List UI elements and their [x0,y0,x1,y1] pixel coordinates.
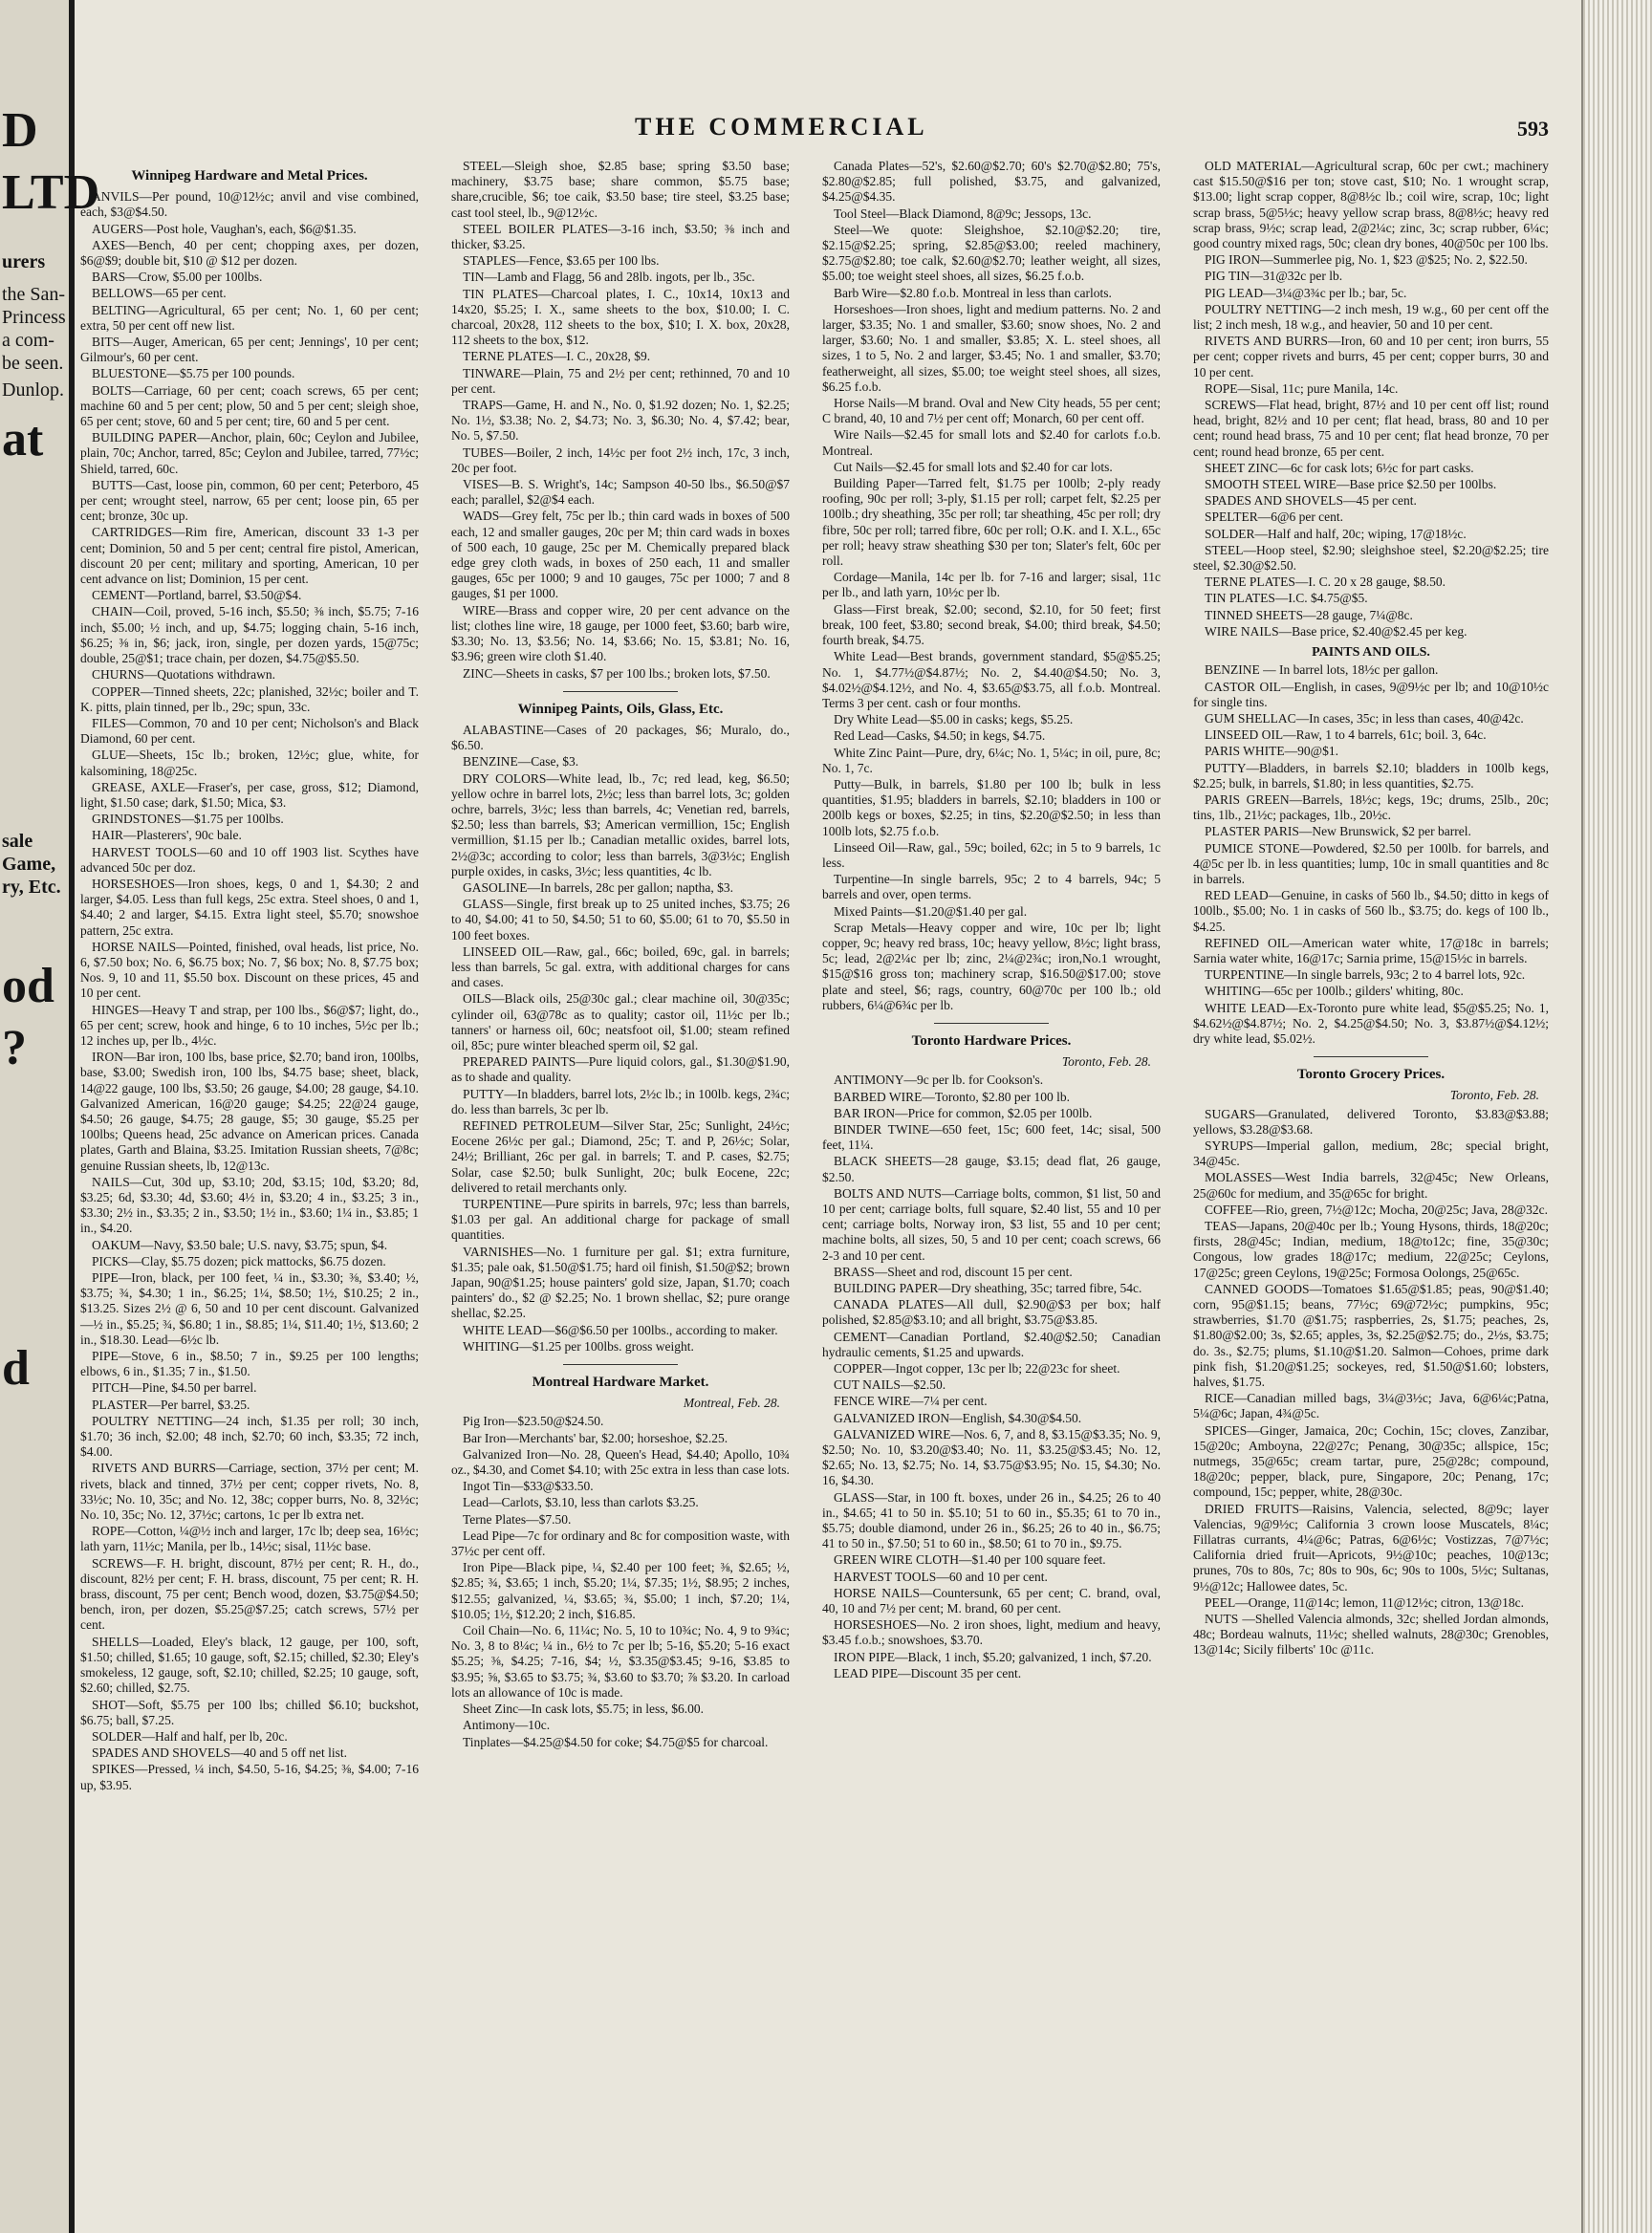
price-entry: SUGARS—Granulated, delivered Toronto, $3.83@$3.88; yellows, $3.28@$3.68. [1193,1106,1549,1137]
price-list [80,189,419,1793]
price-entry: HINGES—Heavy T and strap, per 100 lbs., $6@$7; light, do., 65 per cent; screw, hook and hinge, 6 to 10 inches, 5½c per lb.; 12 inches up, per lb., 4½c. [80,1002,419,1048]
price-entry: AUGERS—Post hole, Vaughan's, each, $6@$1.35. [92,221,357,236]
price-list [1193,159,1549,640]
price-list [451,159,790,682]
price-entry: WIRE NAILS—Base price, $2.40@$2.45 per keg. [1205,623,1467,639]
price-entry: TURPENTINE—In single barrels, 93c; 2 to 4 barrel lots, 92c. [1205,967,1526,983]
price-entry: WHITING—$1.25 per 100lbs. gross weight. [463,1338,694,1354]
price-entry: BOLTS—Carriage, 60 per cent; coach screws, 65 per cent; machine 60 and 5 per cent; plow, 50 and 5 per cent; sleigh shoe, 65 per cent; stove, 60 and 5 per cent; tire, 60 and 5 per cent. [80,382,419,429]
price-entry: PIG LEAD—3¼@3¾c per lb.; bar, 5c. [1205,285,1407,300]
price-entry: LEAD PIPE—Discount 35 per cent. [834,1665,1022,1680]
price-entry: HARVEST TOOLS—60 and 10 per cent. [834,1569,1048,1584]
price-entry: RED LEAD—Genuine, in casks of 560 lb., $4.50; ditto in kegs of 100lb., $5.00; No. 1 in casks of 560 lb., $3.75; do. kegs of 100 lb., $4.25. [1193,888,1549,934]
price-entry: GLUE—Sheets, 15c lb.; broken, 12½c; glue, white, for kalsomining, 18@25c. [80,748,419,778]
price-entry: ROPE—Cotton, ¼@½ inch and larger, 17c lb; deep sea, 16½c; lath yarn, 11½c; Manila, per lb., 14½c; sisal, 11½c base. [80,1524,419,1554]
price-entry: PLASTER—Per barrel, $3.25. [92,1397,250,1412]
price-entry: TEAS—Japans, 20@40c per lb.; Young Hysons, thirds, 18@20c; firsts, 28@45c; Indian, medium, 18@to12c; fine, 35@30c; Congous, low grades 18@17c; medium, 22@25c; Ceylons, 17@25c; green Ceylons, 19@25c; Formosa Oolongs, 25@65c. [1193,1219,1549,1280]
price-entry: BUILDING PAPER—Dry sheathing, 35c; tarred fibre, 54c. [834,1281,1142,1296]
margin-fragment: urers [2,251,46,272]
price-entry: REFINED PETROLEUM—Silver Star, 25c; Sunlight, 24½c; Eocene 26½c per gal.; Diamond, 25c; T. and P, 26½c; Solar, 24½; Brilliant, 26c per gal. in barrels; T. and P. cases, $2.75; Solar, case $2.50; bulk Sunlight, 20c; bulk Eocene, 22c; delivered to retail merchants only. [451,1117,790,1195]
price-entry: SPADES AND SHOVELS—40 and 5 off net list. [92,1745,348,1761]
price-entry: GLASS—Star, in 100 ft. boxes, under 26 in., $4.25; 26 to 40 in., $4.65; 41 to 50 in. $5.10; 51 to 60 in., $5.35; 61 to 70 in., $5.75; double diamond, under 26 in., $6.25; 26 to 40 in., $6.75; 41 to 50 in., $7.50; 51 to 60 in., $8.50; 61 to 70 in., $9.75. [822,1489,1161,1551]
price-entry: GALVANIZED WIRE—Nos. 6, 7, and 8, $3.15@$3.35; No. 9, $2.50; No. 10, $3.20@$3.40; No. 11, $3.25@$3.45; No. 12, $2.65; No. 13, $2.75; No. 14, $3.75@$3.95; No. 15, $4.30; No. 16, $4.30. [822,1426,1161,1488]
price-entry: Lead Pipe—7c for ordinary and 8c for composition waste, with 37½c per cent off. [451,1528,790,1559]
price-list [1193,1107,1549,1658]
price-entry: SCREWS—Flat head, bright, 87½ and 10 per cent off list; round head, bright, 82½ and 10 per cent; flat head, brass, 80 and 10 per cent; round head brass, 75 and 10 per cent; flat head bronze, 70 per cent; round head bronze, 65 per cent. [1193,398,1549,459]
price-entry: BENZINE — In barrel lots, 18½c per gallon. [1205,662,1439,678]
price-entry: Putty—Bulk, in barrels, $1.80 per 100 lb; bulk in less quantities, $1.95; bladders in barrels, $2.10; bladders in 100 or 200lb kegs or boxes, $2.25; in tins, $2.20@$2.50; in less than 100lb lots, $2.75 f.o.b. [822,776,1161,838]
price-entry: Cut Nails—$2.45 for small lots and $2.40 for car lots. [834,459,1113,474]
price-entry: CANNED GOODS—Tomatoes $1.65@$1.85; peas, 90@$1.40; corn, 95@$1.15; beans, 77½c; 69@72½c; pumpkins, 95c; strawberries, $1.70 @$1.75; raspberries, 2s, $1.75; peaches, 2s, $1.80@$2.00; 3s, $2.65; apples, 3s, $2.25@$2.75; do., 2½s, $3.75; do. 3s., $2.75; plums, $1.10@$1.20. Salmon—Cohoes, prime dark pink fish, $1.20@$1.25; sockeyes, red, $1.50@$1.60; lobsters, halves, $1.75. [1193,1281,1549,1390]
price-entry: BOLTS AND NUTS—Carriage bolts, common, $1 list, 50 and 10 per cent; carriage bolts, full square, $2.40 list, 55 and 10 per cent; carriage bolts, Norway iron, $3 list, 55 and 10 per cent; machine bolts, all sizes, 50, 5 and 10 per cent; coach screws, 66 2-3 and 10 per cent. [822,1185,1161,1263]
price-entry: DRIED FRUITS—Raisins, Valencia, selected, 8@9c; layer Valencias, 9@9½c; California 3 crown loose Muscatels, 8¼c; Fillatras currants, 4¼@6c; Patras, 6@6½c; Vostizzas, 7@7½c; California dried fruit—Apricots, 9½@10c; peaches, 10@13c; prunes, 70s to 80s, 7c; 80s to 90s, 6c; 90s to 100s, 5½c; Sultanas, 9½@12c; Hallowee dates, 5c. [1193,1501,1549,1593]
price-entry: Scrap Metals—Heavy copper and wire, 10c per lb; light copper, 9c; heavy red brass, 10c; heavy yellow, 8½c; light brass, 5c; lead, 2@2¼c per lb; zinc, 2¼@2¾c; iron,No.1 wrought, $15@$16 gross ton; machinery scrap, $16.50@$17.00; stove plate and steel, $6; rags, country, 60@70c per 100 lb.; old rubbers, 6¼@6¾c per lb. [822,920,1161,1012]
price-entry: LINSEED OIL—Raw, gal., 66c; boiled, 69c, gal. in barrels; less than barrels, 5c gal. extra, with additional charges for cans and cases. [451,943,790,990]
price-entry: GUM SHELLAC—In cases, 35c; in less than cases, 40@42c. [1205,710,1524,726]
price-entry: PUTTY—Bladders, in barrels $2.10; bladders in 100lb kegs, $2.25; bulk, in barrels, $1.80; in less quantities, $2.75. [1193,760,1549,791]
price-entry: RIVETS AND BURRS—Iron, 60 and 10 per cent; iron burrs, 55 per cent; copper rivets and burrs, 45 per cent; copper burrs, 30 and 10 per cent. [1193,334,1549,379]
margin-fragment: at [2,412,44,466]
price-entry: Antimony—10c. [463,1718,551,1733]
price-entry: Barb Wire—$2.80 f.o.b. Montreal in less than carlots. [834,285,1112,300]
price-entry: BUTTS—Cast, loose pin, common, 60 per cent; Peterboro, 45 per cent; wrought steel, narrow, 65 per cent; loose pin, 65 per cent; bronze, 30c up. [80,477,419,524]
price-entry: CHURNS—Quotations withdrawn. [92,667,275,683]
price-entry: CEMENT—Portland, barrel, $3.50@$4. [92,588,302,603]
price-entry: REFINED OIL—American water white, 17@18c in barrels; Sarnia water white, 16@17c; Sarnia prime, 15@15½c in barrels. [1193,935,1549,965]
price-entry: Mixed Paints—$1.20@$1.40 per gal. [834,903,1028,919]
price-entry: TIN PLATES—I.C. $4.75@$5. [1205,591,1368,606]
section-heading: Toronto Grocery Prices. [1296,1067,1446,1083]
price-entry: OILS—Black oils, 25@30c gal.; clear machine oil, 30@35c; cylinder oil, 63@78c as to quality; castor oil, 11½c per lb.; tanners' or harness oil, 60c; neatsfoot oil, $1.00; steam refined oil, 85c; pure winter bleached sperm oil, $2 gal. [451,991,790,1052]
price-entry: Glass—First break, $2.00; second, $2.10, for 50 feet; first break, 100 feet, $3.80; second break, $4.00; third break, $4.50; fourth break, $4.75. [822,601,1161,648]
price-entry: Galvanized Iron—No. 28, Queen's Head, $4.40; Apollo, 10¾ oz., $4.30, and Comet $4.10; with 25c extra in less than case lots. [451,1446,790,1478]
margin-fragment: be seen. [2,353,64,374]
newspaper-page [80,105,1568,2218]
price-entry: Terne Plates—$7.50. [463,1511,572,1527]
price-entry: HAIR—Plasterers', 90c bale. [92,828,242,843]
price-entry: BELTING—Agricultural, 65 per cent; No. 1, 60 per cent; extra, 50 per cent off new list. [80,302,419,333]
price-entry: BELLOWS—65 per cent. [92,286,227,301]
price-entry: SOLDER—Half and half, per lb, 20c. [92,1728,288,1744]
price-entry: BINDER TWINE—650 feet, 15c; 600 feet, 14c; sisal, 500 feet, 11¼. [822,1121,1161,1153]
price-entry: SHELLS—Loaded, Eley's black, 12 gauge, per 100, soft, $1.50; chilled, $1.65; 10 gauge, soft, $2.15; chilled, $2.30; Eley's smokeless, 12 gauge, soft, $2.10; chilled, $2.25; 10 gauge, soft, $2.60; chilled, $2.75. [80,1634,419,1696]
price-list [451,723,790,1355]
price-entry: TERNE PLATES—I. C. 20 x 28 gauge, $8.50. [1205,575,1446,590]
price-entry: TUBES—Boiler, 2 inch, 14½c per foot 2½ inch, 17c, 3 inch, 20c per foot. [451,444,790,475]
running-head [80,105,1568,147]
margin-fragment: Dunlop. [2,379,64,401]
price-entry: Iron Pipe—Black pipe, ¼, $2.40 per 100 feet; ⅜, $2.65; ½, $2.85; ¾, $3.65; 1 inch, $5.20; 1¼, $7.35; 1½, $8.95; 2 inches, $12.55; galvanized, ¼, $3.65; ¾, $5.00; 1 inch, $7.20; 1¼, $10.05; 1½, $12.20; 2 inch, $16.85. [451,1560,790,1621]
price-entry: HORSE NAILS—Countersunk, 65 per cent; C. brand, oval, 40, 10 and 7½ per cent; M. brand, 60 per cent. [822,1585,1161,1616]
price-entry: BLUESTONE—$5.75 per 100 pounds. [92,366,295,381]
price-entry: CHAIN—Coil, proved, 5-16 inch, $5.50; ⅜ inch, $5.75; 7-16 inch, $5.00; ½ inch, and up, $4.75; logging chain, 5-16 inch, $6.25; ⅜ in, $6; jack, iron, single, per dozen yards, 15@75c; double, 25@$1; trace chain, per dozen, $4.75@$5.50. [80,604,419,666]
price-entry: POULTRY NETTING—24 inch, $1.35 per roll; 30 inch, $1.70; 36 inch, $2.00; 48 inch, $2.70; 60 inch, $3.35; 72 inch, $4.00. [80,1413,419,1460]
price-entry: CASTOR OIL—English, in cases, 9@9½c per lb; and 10@10½c for single tins. [1193,679,1549,709]
margin-fragment: D [2,103,38,158]
price-entry: SHEET ZINC—6c for cask lots; 6½c for part casks. [1205,460,1474,475]
price-entry: VARNISHES—No. 1 furniture per gal. $1; extra furniture, $1.35; pale oak, $1.50@$1.75; hard oil finish, $1.50@$2; brown Japan, 90@$1.25; house painters' gold size, Japan, $1.70; coach painters' do., $2 @ $2.25; No. 1 brown shellac, $2; pure orange shellac, $2.25. [451,1244,790,1321]
price-entry: COPPER—Ingot copper, 13c per lb; 22@23c for sheet. [834,1361,1120,1377]
price-entry: PUTTY—In bladders, barrel lots, 2½c lb.; in 100lb. kegs, 2¾c; do. less than barrels, 3c per lb. [451,1086,790,1116]
price-entry: Cordage—Manila, 14c per lb. for 7-16 and larger; sisal, 11c per lb., and lath yarn, 10½c per lb. [822,570,1161,600]
margin-fragment: a com- [2,330,54,351]
margin-fragment: d [2,1341,30,1396]
price-entry: RIVETS AND BURRS—Carriage, section, 37½ per cent; M. rivets, black and tinned, 37½ per cent; copper rivets, No. 8, 33½c; No. 10, 35c; and No. 12, 38c; copper burrs, No. 8, 32½c; No. 10, 35c; No. 12, 37½c; cartons, 1c per lb extra net. [80,1461,419,1523]
price-entry: MOLASSES—West India barrels, 32@45c; New Orleans, 25@60c for medium, and 35@65c for bright. [1193,1170,1549,1201]
price-entry: Sheet Zinc—In cask lots, $5.75; in less, $6.00. [463,1702,704,1717]
price-entry: Tinplates—$4.25@$4.50 for coke; $4.75@$5 for charcoal. [463,1734,769,1749]
price-entry: Red Lead—Casks, $4.50; in kegs, $4.75. [834,728,1046,744]
price-entry: BUILDING PAPER—Anchor, plain, 60c; Ceylon and Jubilee, plain, 70c; Anchor, tarred, 85c; Ceylon and Jubilee, tarred, 77½c; Shield, tarred, 60c. [80,430,419,476]
price-entry: Horse Nails—M brand. Oval and New City heads, 55 per cent; C brand, 40, 10 and 7½ per cent off; Monarch, 60 per cent off. [822,396,1161,426]
price-entry: BENZINE—Case, $3. [463,754,579,770]
price-entry: GREEN WIRE CLOTH—$1.40 per 100 square feet. [834,1552,1106,1568]
price-list [1193,662,1549,1047]
price-entry: SPADES AND SHOVELS—45 per cent. [1205,493,1417,509]
price-entry: DRY COLORS—White lead, lb., 7c; red lead, keg, $6.50; yellow ochre in barrel lots, 2½c; less than barrel lots, 3c; golden ochre, barrels, 3½c; less than barrels, 4c; Venetian red, barrels, $2.50; less than barrels, $3; American vermillion, 15c; English vermillion, $1.15 per lb.; Canadian metallic oxides, barrel lots, 2½@3c; according to color; less than barrels, 3@3½c; English purple oxides, in casks, 3½c; less quantities, 4c lb. [451,770,790,878]
price-entry: WHITE LEAD—Ex-Toronto pure white lead, $5@$5.25; No. 1, $4.62½@$4.87½; No. 2, $4.25@$4.50; No. 3, $3.87½@$4.12½; dry white lead, $5.02½. [1193,1000,1549,1046]
price-entry: Bar Iron—Merchants' bar, $2.00; horseshoe, $2.25. [463,1430,728,1445]
price-entry: HORSESHOES—No. 2 iron shoes, light, medium and heavy, $3.45 f.o.b.; snowshoes, $3.70. [822,1617,1161,1648]
price-entry: Dry White Lead—$5.00 in casks; kegs, $5.25. [834,712,1074,727]
price-entry: TIN—Lamb and Flagg, 56 and 28lb. ingots, per lb., 35c. [463,270,755,285]
price-entry: PLASTER PARIS—New Brunswick, $2 per barrel. [1205,824,1471,839]
column-3 [822,159,1161,2204]
column-2 [451,159,790,2204]
price-entry: ROPE—Sisal, 11c; pure Manila, 14c. [1205,380,1399,396]
price-entry: Turpentine—In single barrels, 95c; 2 to 4 barrels, 94c; 5 barrels and over, open terms. [822,872,1161,902]
price-entry: SHOT—Soft, $5.75 per 100 lbs; chilled $6.10; buckshot, $6.75; ball, $7.25. [80,1697,419,1727]
price-entry: Building Paper—Tarred felt, $1.75 per 100lb; 2-ply ready roofing, 90c per roll; 3-ply, $1.15 per roll; carpet felt, $2.25 per 100lb.; dry sheathing, 35c per roll; tar sheathing, 45c per roll; dry fibre, 50c per roll; tarred fibre, 60c per roll; O.K. and I. X.L., 65c per roll; heavy straw sheathing $30 per ton; Slater's felt, 60c per roll. [822,476,1161,569]
price-entry: PIG TIN—31@32c per lb. [1205,269,1343,284]
price-entry: NAILS—Cut, 30d up, $3.10; 20d, $3.15; 10d, $3.20; 8d, $3.25; 6d, $3.30; 4d, $3.60; 4½ in, $3.20; 4 in., $3.25; 3 in., $3.30; 2½ in., $3.35; 2 in., $3.50; 1½ in., $3.60; 1¼ in., $3.85; 1 in., $4.20. [80,1174,419,1236]
section-divider [563,1364,678,1365]
price-entry: White Lead—Best brands, government standard, $5@$5.25; No. 1, $4.77½@$4.87½; No. 2, $4.40@$4.50; No. 3, $4.02½@$4.12½, and No. 4, $3.65@$3.75, all f.o.b. Montreal. Terms 3 per cent. cash or four months. [822,649,1161,710]
price-entry: CEMENT—Canadian Portland, $2.40@$2.50; Canadian hydraulic cements, $1.25 and upwards. [822,1329,1161,1359]
book-page-edges [1581,0,1652,2233]
margin-fragment: the San- [2,284,66,305]
price-entry: BITS—Auger, American, 65 per cent; Jennings', 10 per cent; Gilmour's, 60 per cent. [80,335,419,365]
price-entry: PIG IRON—Summerlee pig, No. 1, $23 @$25; No. 2, $22.50. [1205,252,1528,268]
price-entry: ZINC—Sheets in casks, $7 per 100 lbs.; broken lots, $7.50. [463,665,771,681]
price-entry: TINWARE—Plain, 75 and 2½ per cent; rethinned, 70 and 10 per cent. [451,365,790,396]
price-entry: ANTIMONY—9c per lb. for Cookson's. [834,1073,1044,1088]
price-entry: GLASS—Single, first break up to 25 united inches, $3.75; 26 to 40, $4.00; 41 to 50, $4.50; 51 to 60, $5.00; 61 to 70, $5.50 in 100 feet boxes. [451,897,790,943]
section-divider [934,1023,1049,1024]
price-entry: BAR IRON—Price for common, $2.05 per 100lb. [834,1105,1093,1120]
price-entry: HORSESHOES—Iron shoes, kegs, 0 and 1, $4.30; 2 and larger, $4.05. Less than full kegs, 25c extra. Steel shoes, 0 and 1, $4.40; 2 and larger, $4.15. Extra light steel, $5.70; snowshoe pattern, 25c extra. [80,876,419,938]
price-entry: PIPE—Iron, black, per 100 feet, ¼ in., $3.30; ⅜, $3.40; ½, $3.75; ¾, $4.30; 1 in., $6.25; 1¼, $8.50; 1½, $10.25; 2 in., $13.25. Sizes 2½ @ 6, 50 and 10 per cent discount. Galvanized—½ in., $5.25; ¾, $6.80; 1 in., $8.85; 1¼, $11.40; 1½, $13.60; 2 in., $18.30. Lead—6½c lb. [80,1270,419,1347]
price-entry: HARVEST TOOLS—60 and 10 off 1903 list. Scythes have advanced 50c per doz. [80,844,419,875]
price-entry: NUTS —Shelled Valencia almonds, 32c; shelled Jordan almonds, 48c; Bordeau walnuts, 11½c; shelled walnuts, 28@30c; Grenobles, 13@14c; Sicily filberts' 10c @11c. [1193,1612,1549,1658]
price-entry: PICKS—Clay, $5.75 dozen; pick mattocks, $6.75 dozen. [92,1253,386,1268]
price-entry: CANADA PLATES—All dull, $2.90@$3 per box; half polished, $2.85@$3.10; and all bright, $3.75@$3.85. [822,1297,1161,1328]
price-entry: TURPENTINE—Pure spirits in barrels, 97c; less than barrels, $1.03 per gal. An additional charge for package of small quantities. [451,1197,790,1243]
price-entry: FILES—Common, 70 and 10 per cent; Nicholson's and Black Diamond, 60 per cent. [80,715,419,747]
price-entry: STEEL BOILER PLATES—3-16 inch, $3.50; ⅜ inch and thicker, $3.25. [451,221,790,252]
price-entry: SCREWS—F. H. bright, discount, 87½ per cent; R. H., do., discount, 82½ per cent; F. H. brass, discount, 75 per cent; R. H. brass, discount, 75 per cent; Bench wood, dozen, $3.75@$4.50; bench, iron, per dozen, $5.25@$7.25; catch screws, 57½ per cent. [80,1555,419,1633]
price-entry: STEEL—Hoop steel, $2.90; sleighshoe steel, $2.20@$2.25; tire steel, $2.30@$2.50. [1193,542,1549,574]
price-entry: GREASE, AXLE—Fraser's, per case, gross, $12; Diamond, light, $1.50 case; dark, $1.50; Mica, $3. [80,779,419,810]
price-entry: WIRE—Brass and copper wire, 20 per cent advance on the list; clothes line wire, 18 gauge, per 1000 feet, $3.60; barb wire, $3.30; No. 13, $3.56; No. 14, $3.66; No. 15, $3.81; No. 16, $3.96; green wire cloth $1.40. [451,602,790,664]
adjacent-page-edge [0,0,100,2233]
price-entry: CARTRIDGES—Rim fire, American, discount 33 1-3 per cent; Dominion, 50 and 5 per cent; central fire pistol, American, discount 20 per cent; military and sporting, American, 10 per cent advance on list; Dominion, 15 per cent. [80,525,419,587]
price-entry: SPIKES—Pressed, ¼ inch, $4.50, 5-16, $4.25; ⅜, $4.00; 7-16 up, $3.95. [80,1762,419,1792]
price-entry: OLD MATERIAL—Agricultural scrap, 60c per cwt.; machinery cast $15.50@$16 per ton; stove cast, $10; No. 1 wrought scrap, $13.00; light scrap copper, 8@8½c lb.; coil wire, scrap, 10c; light scrap brass, 5@5½c; heavy yellow scrap brass, 8@8½c; heavy red scrap brass, 9½c; scrap lead, 2@2¼c; zinc, 3c; scrap rubber, 6¼c; good country mixed rags, 50c; clean dry bones, 40@50c per 100 lbs. [1193,159,1549,251]
price-entry: SPELTER—6@6 per cent. [1205,509,1344,525]
dateline: Toronto, Feb. 28. [1061,1054,1151,1070]
price-entry: TRAPS—Game, H. and N., No. 0, $1.92 dozen; No. 1, $2.25; No. 1½, $3.38; No. 2, $4.73; No. 3, $6.30; No. 4, $7.42; bear, No. 5, $7.50. [451,398,790,444]
price-entry: HORSE NAILS—Pointed, finished, oval heads, list price, No. 6, $7.50 box; No. 6, $6.75 box; No. 7, $6 box; No. 8, $7.75 box; Nos. 9, 10 and 11, $5.50 box. Discount on these prices, 45 and 10 per cent. [80,939,419,1001]
price-entry: Tool Steel—Black Diamond, 8@9c; Jessops, 13c. [834,206,1092,221]
price-entry: CUT NAILS—$2.50. [834,1377,946,1393]
price-entry: AXES—Bench, 40 per cent; chopping axes, per dozen, $6@$9; double bit, $10 @ $12 per dozen. [80,237,419,269]
price-entry: TINNED SHEETS—28 gauge, 7¼@8c. [1205,607,1413,622]
section-heading: Winnipeg Paints, Oils, Glass, Etc. [517,701,724,717]
price-entry: PIPE—Stove, 6 in., $8.50; 7 in., $9.25 per 100 lengths; elbows, 6 in., $1.35; 7 in., $1.50. [80,1349,419,1379]
subsection-heading: PAINTS AND OILS. [1312,645,1430,661]
price-list [451,1414,790,1749]
price-entry: Horseshoes—Iron shoes, light and medium patterns. No. 2 and larger, $3.35; No. 1 and smaller, $3.60; snow shoes, No. 2 and larger, $3.60; No. 1 and smaller, $3.85; X. L. steel shoes, all sizes, 1 to 5, No. 2 and larger, $3.45; No. 1 and smaller, $3.70; featherweight, all sizes, $5.00; toe weight steel shoes, all sizes, $6.25 f.o.b. [822,301,1161,394]
price-entry: White Zinc Paint—Pure, dry, 6¼c; No. 1, 5¼c; in oil, pure, 8c; No. 1, 7c. [822,745,1161,775]
price-entry: PEEL—Orange, 11@14c; lemon, 11@12½c; citron, 13@18c. [1205,1594,1524,1610]
price-entry: IRON PIPE—Black, 1 inch, $5.20; galvanized, 1 inch, $7.20. [834,1649,1152,1664]
price-entry: OAKUM—Navy, $3.50 bale; U.S. navy, $3.75; spun, $4. [92,1237,388,1252]
price-entry: SPICES—Ginger, Jamaica, 20c; Cochin, 15c; cloves, Zanzibar, 15@20c; Amboyna, 22@27c; Penang, 30@35c; allspice, 15c; nutmegs, 35@65c; cream tartar, pure, 25@28c; compound, 18@20c; pepper, black, pure, Singapore, 20c; Penang, 17c; compound, 15c; pepper, white, 28@30c. [1193,1422,1549,1500]
price-entry: WHITING—65c per 100lb.; gilders' whiting, 80c. [1205,984,1464,999]
price-entry: PARIS WHITE—90@$1. [1205,744,1338,759]
price-entry: SYRUPS—Imperial gallon, medium, 28c; special bright, 34@45c. [1193,1138,1549,1169]
price-entry: GALVANIZED IRON—English, $4.30@$4.50. [834,1410,1082,1425]
price-entry: COFFEE—Rio, green, 7½@12c; Mocha, 20@25c; Java, 28@32c. [1205,1202,1548,1217]
margin-fragment: ? [2,1021,27,1075]
dateline: Montreal, Feb. 28. [683,1396,780,1411]
price-entry: Canada Plates—52's, $2.60@$2.70; 60's $2.70@$2.80; 75's, $2.80@$2.85; full polished, $3.75, and galvanized, $4.25@$4.35. [822,159,1161,205]
price-list [822,1073,1161,1681]
price-entry: Lead—Carlots, $3.10, less than carlots $3.25. [463,1495,699,1510]
margin-fragment: LTD [2,165,100,220]
price-entry: BRASS—Sheet and rod, discount 15 per cent. [834,1264,1073,1279]
price-entry: POULTRY NETTING—2 inch mesh, 19 w.g., 60 per cent off the list; 2 inch mesh, 18 w.g., and heavier, 50 and 10 per cent. [1193,301,1549,333]
price-entry: RICE—Canadian milled bags, 3¼@3½c; Java, 6@6¼c;Patna, 5¼@6c; Japan, 4¾@5c. [1193,1391,1549,1421]
price-entry: ANVILS—Per pound, 10@12½c; anvil and vise combined, each, $3@$4.50. [80,189,419,220]
publication-title: THE COMMERCIAL [635,113,928,141]
price-entry: LINSEED OIL—Raw, 1 to 4 barrels, 61c; boil. 3, 64c. [1205,727,1487,743]
price-entry: WADS—Grey felt, 75c per lb.; thin card wads in boxes of 500 each, 12 and smaller gauges, 20c per M; thin card wads in boxes of 500 each, 10 gauge, 25c per M. Chemically prepared black edge grey cloth wads, in boxes of 250 each, 11 and smaller gauges, 65c per 1000; 9 and 10 gauges, 75c per 1000; 7 and 8 gauges, $1 per 1000. [451,509,790,601]
margin-fragment: sale [2,831,33,852]
price-entry: SMOOTH STEEL WIRE—Base price $2.50 per 100lbs. [1205,477,1497,492]
price-entry: Linseed Oil—Raw, gal., 59c; boiled, 62c; in 5 to 9 barrels, 1c less. [822,839,1161,870]
dateline: Toronto, Feb. 28. [1449,1088,1539,1103]
price-entry: VISES—B. S. Wright's, 14c; Sampson 40-50 lbs., $6.50@$7 each; parallel, $2@$4 each. [451,477,790,508]
price-entry: WHITE LEAD—$6@$6.50 per 100lbs., according to maker. [463,1322,778,1337]
section-heading: Toronto Hardware Prices. [911,1032,1072,1049]
price-entry: FENCE WIRE—7¼ per cent. [834,1394,988,1409]
price-entry: PUMICE STONE—Powdered, $2.50 per 100lb. for barrels, and 4@5c per lb. in less quantities; lump, 10c in small quantities and 8c in barrels. [1193,840,1549,886]
price-entry: Ingot Tin—$33@$33.50. [463,1479,594,1494]
section-heading: Montreal Hardware Market. [532,1375,709,1391]
margin-fragment: ry, Etc. [2,877,61,898]
column-1 [80,159,419,2204]
price-entry: ALABASTINE—Cases of 20 packages, $6; Muralo, do., $6.50. [451,722,790,753]
margin-fragment: Princess [2,307,66,328]
margin-fragment: Game, [2,854,56,875]
price-entry: Pig Iron—$23.50@$24.50. [463,1414,604,1429]
price-entry: TIN PLATES—Charcoal plates, I. C., 10x14, 10x13 and 14x20, $5.25; I. X., same sheets to the box, $10.00; I. C. charcoal, 20x28, 112 sheets to the box, $10; I. X. box, 20x28, 112 sheets to the box, $12. [451,286,790,348]
section-divider [1314,1056,1428,1057]
price-entry: BLACK SHEETS—28 gauge, $3.15; dead flat, 26 gauge, $2.50. [822,1154,1161,1184]
column-4 [1193,159,1549,2204]
section-divider [563,691,678,692]
section-heading: Winnipeg Hardware and Metal Prices. [131,168,368,184]
price-entry: TERNE PLATES—I. C., 20x28, $9. [463,349,651,364]
price-entry: GASOLINE—In barrels, 28c per gallon; naptha, $3. [463,879,734,895]
price-entry: Steel—We quote: Sleighshoe, $2.10@$2.20; tire, $2.15@$2.25; spring, $2.85@$3.00; reeled machinery, $2.75@$2.80; toe calk, $2.60@$2.70; leather weight, all sizes, $5.00; toe weight steel shoes, all sizes, $6.25 f.o.b. [822,222,1161,284]
page-number: 593 [1517,117,1549,141]
price-entry: Wire Nails—$2.45 for small lots and $2.40 for carlots f.o.b. Montreal. [822,427,1161,458]
price-entry: PARIS GREEN—Barrels, 18½c; kegs, 19c; drums, 25lb., 20c; tins, 1lb., 21½c; packages, 1lb., 20½c. [1193,791,1549,823]
price-entry: Coil Chain—No. 6, 11¼c; No. 5, 10 to 10¾c; No. 4, 9 to 9¾c; No. 3, 8 to 8¼c; ¼ in., 6½ to 7c per lb; 5-16, $5.20; 5-16 exact $5.25; ⅜, $4.25; 7-16, $4; ½, $3.35@$3.45; 9-16, $3.85 to $3.95; ⅝, $3.65 to $3.75; ¾, $3.60 to $3.70; ⅞ $3.20. In carload lots an allowance of 10c is made. [451,1623,790,1700]
price-entry: PREPARED PAINTS—Pure liquid colors, gal., $1.30@$1.90, as to shade and quality. [451,1054,790,1085]
price-entry: GRINDSTONES—$1.75 per 100lbs. [92,812,284,827]
margin-fragment: od [2,959,54,1013]
price-entry: STAPLES—Fence, $3.65 per 100 lbs. [463,253,660,269]
price-entry: SOLDER—Half and half, 20c; wiping, 17@18½c. [1205,526,1467,541]
price-entry: BARS—Crow, $5.00 per 100lbs. [92,270,263,285]
price-list [822,159,1161,1013]
price-entry: STEEL—Sleigh shoe, $2.85 base; spring $3.50 base; machinery, $3.75 base; share common, $5.75 base; share,crucible, $6; toe caik, $3.50 base; tire steel, $3.25 base; cast tool steel, lb., 9@12½c. [451,159,790,220]
price-entry: PITCH—Pine, $4.50 per barrel. [92,1380,257,1396]
price-entry: COPPER—Tinned sheets, 22c; planished, 32½c; boiler and T. K. pitts, plain tinned, per lb., 29c; spun, 33c. [80,683,419,714]
price-entry: IRON—Bar iron, 100 lbs, base price, $2.70; band iron, 100lbs, base, $3.00; Swedish iron, 100 lbs, $4.75 base; sheet, black, 14@22 gauge, 100 lbs, $3.50; 26 gauge, $4.00; 28 gauge, $4.10. Galvanized American, 16@20 gauge; $4.25; 22@24 gauge, $4.50; 26 gauge, $4.75; 28 gauge, $5; 30 gauge, $5.25 per 100lbs; Queens head, 25c advance on American prices. Canada plates, Garth and Blaina, $3.25. Imitation Russian sheets, 7@8c; genuine Russian sheets, lb, 12@13c. [80,1050,419,1173]
price-entry: BARBED WIRE—Toronto, $2.80 per 100 lb. [834,1089,1071,1104]
